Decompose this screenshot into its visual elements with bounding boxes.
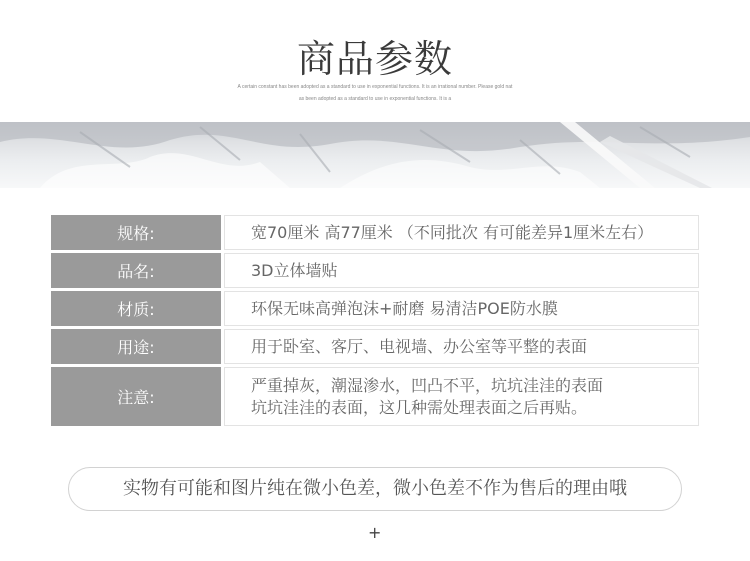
param-label: 材质: xyxy=(51,291,221,326)
param-label: 注意: xyxy=(51,367,221,426)
subtitle-line-2: as been adopted as a standard to use in exponential functions. It is a xyxy=(298,96,452,102)
page-title: 商品参数 xyxy=(296,37,453,81)
param-value: 用于卧室、客厅、电视墙、办公室等平整的表面 xyxy=(224,329,699,364)
param-row-spec xyxy=(51,215,699,250)
param-row-note xyxy=(51,367,699,426)
color-difference-notice: 实物有可能和图片纯在微小色差，微小色差不作为售后的理由哦 xyxy=(68,467,682,511)
param-row-name xyxy=(51,253,699,288)
params-table xyxy=(51,212,699,429)
param-label: 用途: xyxy=(51,329,221,364)
marble-texture-banner xyxy=(0,122,750,188)
param-value: 严重掉灰，潮湿渗水，凹凸不平，坑坑洼洼的表面 坑坑洼洼的表面，这几种需处理表面之后再贴。 xyxy=(224,367,699,426)
param-value: 宽70厘米 高77厘米 （不同批次 有可能差异1厘米左右） xyxy=(224,215,699,250)
param-value: 3D立体墙贴 xyxy=(224,253,699,288)
plus-icon: + xyxy=(368,523,382,542)
param-value: 环保无味高弹泡沫+耐磨 易清洁POE防水膜 xyxy=(224,291,699,326)
param-label: 品名: xyxy=(51,253,221,288)
param-label: 规格: xyxy=(51,215,221,250)
param-row-material xyxy=(51,291,699,326)
subtitle-line-1: A certain constant has been adopted as a standard to use in exponential functions. It is an irrational number. Please gold nat xyxy=(237,84,513,90)
param-row-usage xyxy=(51,329,699,364)
